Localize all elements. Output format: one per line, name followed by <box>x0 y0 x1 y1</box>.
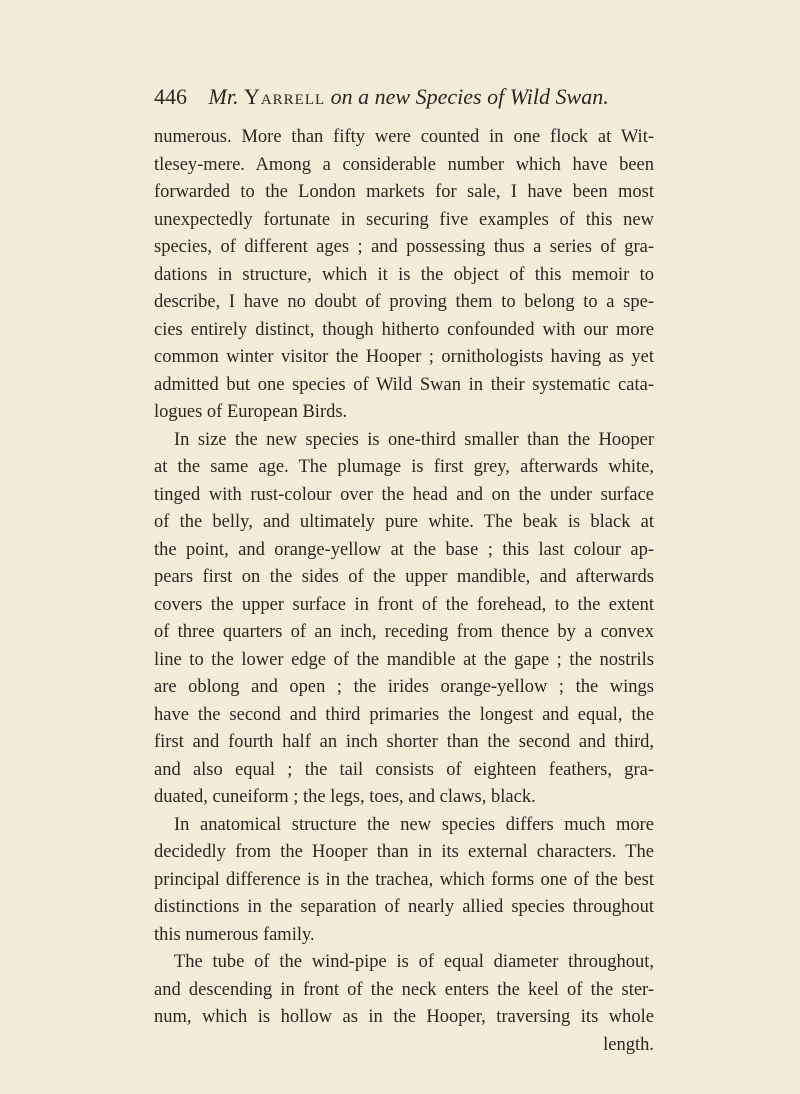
text-line: cies entirely distinct, though hitherto confounded with our more <box>154 319 654 340</box>
text-line: decidedly from the Hooper than in its external characters. The <box>154 842 654 862</box>
text-line: unexpectedly fortunate in securing five examples of this new <box>154 209 654 230</box>
text-line: and descending in front of the neck enters the keel of the ster- <box>154 979 654 1000</box>
text-line: tlesey-mere. Among a considerable number which have been <box>154 154 654 175</box>
header-title: on a new Species of Wild Swan. <box>330 84 609 109</box>
page-number: 446 <box>154 84 187 109</box>
text-line: duated, cuneiform ; the legs, toes, and claws, black. <box>154 787 536 807</box>
text-line: num, which is hollow as in the Hooper, traversing its whole <box>154 1007 654 1027</box>
text-line: have the second and third primaries the longest and equal, the <box>154 704 654 725</box>
text-line: numerous. More than fifty were counted in one flock at Wit- <box>154 127 654 147</box>
text-line: this numerous family. <box>154 924 315 945</box>
text-line: The tube of the wind-pipe is of equal diameter throughout, <box>174 952 654 972</box>
text-line: forwarded to the London markets for sale, I have been most <box>154 182 654 202</box>
text-line: of the belly, and ultimately pure white. The beak is black at <box>154 512 654 532</box>
text-line: line to the lower edge of the mandible at the gape ; the nostrils <box>154 649 654 670</box>
text-line: covers the upper surface in front of the forehead, to the extent <box>154 594 654 615</box>
text-line: tinged with rust-colour over the head and on the under surface <box>154 484 654 505</box>
header-mr: Mr. <box>208 84 239 109</box>
running-header <box>154 80 674 114</box>
text-line: species, of different ages ; and possessing thus a series of gra- <box>154 237 654 257</box>
text-line: logues of European Birds. <box>154 402 348 422</box>
text-line: principal difference is in the trachea, which forms one of the best <box>154 869 654 890</box>
body-text <box>154 124 654 1059</box>
header-author: Yarrell <box>243 84 326 109</box>
text-line: common winter visitor the Hooper ; ornithologists having as yet <box>154 347 654 367</box>
text-line: at the same age. The plumage is first grey, afterwards white, <box>154 457 654 477</box>
text-line: and also equal ; the tail consists of eighteen feathers, gra- <box>154 759 654 780</box>
text-line: describe, I have no doubt of proving them to belong to a spe- <box>154 292 654 312</box>
text-line: the point, and orange-yellow at the base ; this last colour ap- <box>154 539 654 560</box>
text-line: pears first on the sides of the upper mandible, and afterwards <box>154 567 654 587</box>
text-line: In anatomical structure the new species differs much more <box>174 814 654 835</box>
text-line: In size the new species is one-third smaller than the Hooper <box>174 429 654 450</box>
text-line: distinctions in the separation of nearly allied species throughout <box>154 897 654 917</box>
text-line: first and fourth half an inch shorter than the second and third, <box>154 732 654 752</box>
text-line: are oblong and open ; the irides orange-yellow ; the wings <box>154 677 654 697</box>
text-line: dations in structure, which it is the object of this memoir to <box>154 264 654 285</box>
text-line: admitted but one species of Wild Swan in their systematic cata- <box>154 374 654 395</box>
text-line: length. <box>603 1034 654 1055</box>
text-line: of three quarters of an inch, receding from thence by a convex <box>154 622 654 642</box>
